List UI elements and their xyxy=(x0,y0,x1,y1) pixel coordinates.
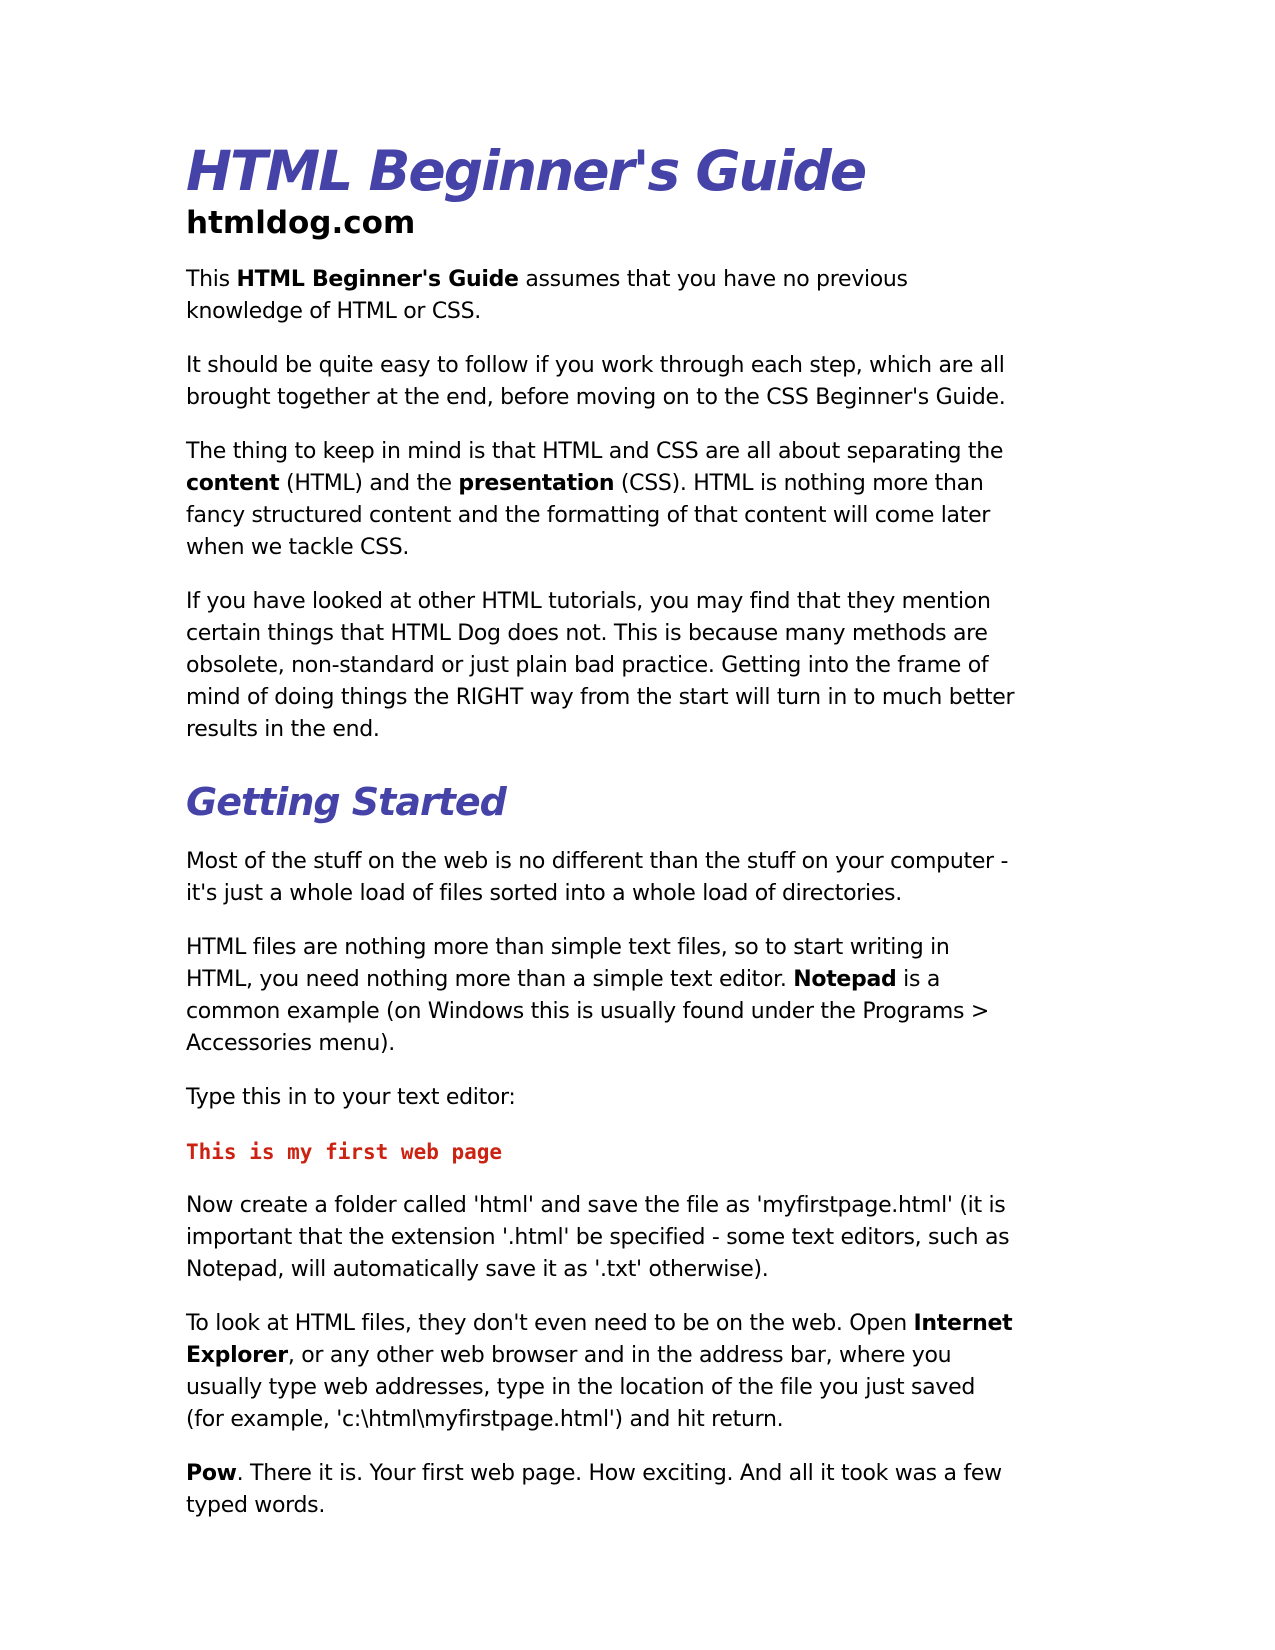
paragraph: Type this in to your text editor: xyxy=(186,1085,516,1111)
site-name: htmldog.com xyxy=(186,205,416,242)
paragraph: HTML files are nothing more than simple text files, so to start writing in HTML, you need nothing more than a simple text editor. Notepad is a common example (on Windows this is usually found under the Programs > Accessories menu). xyxy=(186,935,990,1057)
paragraph: The thing to keep in mind is that HTML and CSS are all about separating the content (HTML) and the presentation (CSS). HTML is nothing more than fancy structured content and the formatting of that content will come later when we tackle CSS. xyxy=(186,439,1004,561)
paragraph: If you have looked at other HTML tutorials, you may find that they mention certain things that HTML Dog does not. This is because many methods are obsolete, non-standard or just plain bad practice. Getting into the frame of mind of doing things the RIGHT way from the start will turn in to much better results in the end. xyxy=(186,589,1015,743)
code-snippet: This is my first web page xyxy=(186,1140,503,1165)
page-title: HTML Beginner's Guide xyxy=(186,139,866,203)
section-heading: Getting Started xyxy=(186,780,506,825)
document-content xyxy=(186,140,1206,1544)
paragraph: Now create a folder called 'html' and save the file as 'myfirstpage.html' (it is important that the extension '.html' be specified - some text editors, such as Notepad, will automatically save it as '.txt' otherwise). xyxy=(186,1193,1010,1283)
paragraph: Most of the stuff on the web is no different than the stuff on your computer - it's just a whole load of files sorted into a whole load of directories. xyxy=(186,849,1009,907)
content-blocks xyxy=(186,264,1206,1522)
paragraph: It should be quite easy to follow if you work through each step, which are all brought together at the end, before moving on to the CSS Beginner's Guide. xyxy=(186,353,1006,411)
paragraph: Pow. There it is. Your first web page. How exciting. And all it took was a few typed words. xyxy=(186,1461,1002,1519)
paragraph: This HTML Beginner's Guide assumes that you have no previous knowledge of HTML or CSS. xyxy=(186,267,908,325)
paragraph: To look at HTML files, they don't even need to be on the web. Open Internet Explorer, or any other web browser and in the address bar, where you usually type web addresses, type in the location of the file you just saved (for example, 'c:\html\myfirstpage.html') and hit return. xyxy=(186,1311,1013,1433)
